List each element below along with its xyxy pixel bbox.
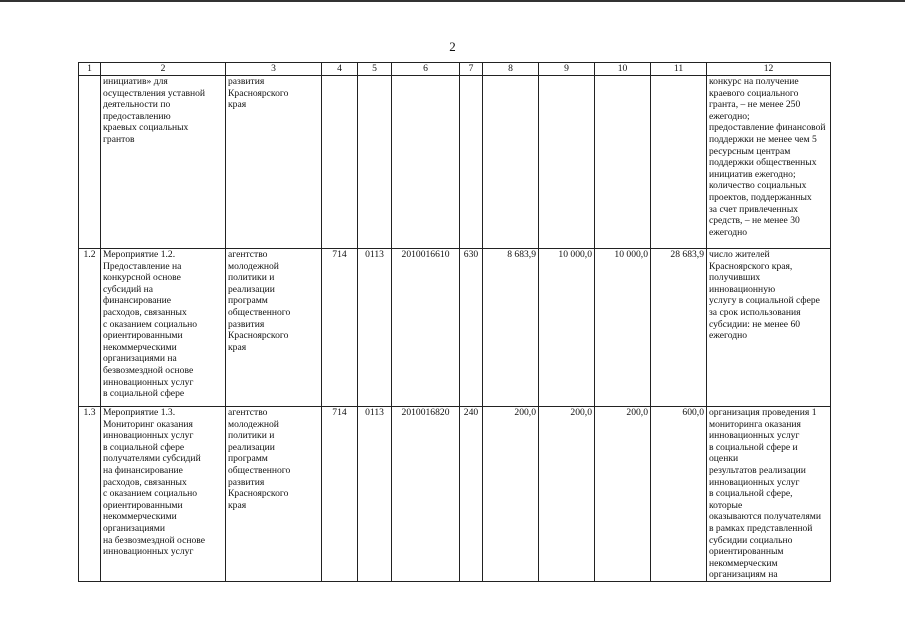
responsible-agency-cell: агентство молодежной политики и реализации программ общественного развития Красноярского края: [226, 249, 322, 407]
item-number-cell: 1.2: [79, 249, 101, 407]
page-number: 2: [449, 39, 456, 54]
program-activities-table: [78, 62, 831, 582]
activity-name-cell: Мероприятие 1.3. Мониторинг оказания инновационных услуг в социальной сфере получателями субсидий на финансирование расходов, связанных с оказанием социально ориентированными некоммерческими организациями на безвозмездной основе инновационных услуг: [101, 407, 226, 582]
expected-result-cell: конкурс на получение краевого социального гранта, – не менее 250 ежегодно; предоставление финансовой поддержки не менее чем 5 ресурсным центрам поддержки общественных инициатив ежегодно; количество социальных проектов, поддержанных за счет привлеченных средств, – не менее 30 ежегодно: [707, 76, 831, 249]
amount-cell: 200,0: [539, 407, 595, 582]
code-cell: [322, 76, 358, 249]
section-code-cell: 0113: [358, 407, 392, 582]
amount-cell: [483, 76, 539, 249]
column-header: 5: [358, 63, 392, 76]
section-code-cell: 0113: [358, 249, 392, 407]
column-header: 9: [539, 63, 595, 76]
target-code-cell: 2010016820: [392, 407, 460, 582]
amount-cell: 10 000,0: [595, 249, 651, 407]
target-code-cell: [392, 76, 460, 249]
total-amount-cell: 600,0: [651, 407, 707, 582]
activity-name-cell: инициатив» для осуществления уставной деятельности по предоставлению краевых социальных грантов: [101, 76, 226, 249]
item-number-cell: [79, 76, 101, 249]
table-row: [79, 76, 831, 249]
expense-type-cell: 240: [460, 407, 483, 582]
expected-result-cell: число жителей Красноярского края, получивших инновационную услугу в социальной сфере за срок использования субсидии: не менее 60 ежегодно: [707, 249, 831, 407]
column-header: 11: [651, 63, 707, 76]
table-row: [79, 407, 831, 582]
expense-type-cell: [460, 76, 483, 249]
column-header: 10: [595, 63, 651, 76]
column-header: 4: [322, 63, 358, 76]
column-header: 2: [101, 63, 226, 76]
amount-cell: [595, 76, 651, 249]
column-header: 3: [226, 63, 322, 76]
total-amount-cell: 28 683,9: [651, 249, 707, 407]
scan-edge-line: [0, 0, 905, 2]
responsible-agency-cell: развития Красноярского края: [226, 76, 322, 249]
item-number-cell: 1.3: [79, 407, 101, 582]
column-header: 12: [707, 63, 831, 76]
total-amount-cell: [651, 76, 707, 249]
table-row: [79, 249, 831, 407]
amount-cell: 200,0: [595, 407, 651, 582]
column-header: 1: [79, 63, 101, 76]
code-cell: 714: [322, 249, 358, 407]
column-number-row: [79, 63, 831, 76]
column-header: 7: [460, 63, 483, 76]
amount-cell: [539, 76, 595, 249]
activity-name-cell: Мероприятие 1.2. Предоставление на конкурсной основе субсидий на финансирование расходов, связанных с оказанием социально ориентированными некоммерческими организациями на безвозмездной основе инновационных услуг в социальной сфере: [101, 249, 226, 407]
column-header: 8: [483, 63, 539, 76]
target-code-cell: 2010016610: [392, 249, 460, 407]
code-cell: 714: [322, 407, 358, 582]
column-header: 6: [392, 63, 460, 76]
section-code-cell: [358, 76, 392, 249]
amount-cell: 200,0: [483, 407, 539, 582]
responsible-agency-cell: агентство молодежной политики и реализации программ общественного развития Красноярского края: [226, 407, 322, 582]
amount-cell: 10 000,0: [539, 249, 595, 407]
expense-type-cell: 630: [460, 249, 483, 407]
expected-result-cell: организация проведения 1 мониторинга оказания инновационных услуг в социальной сфере и оценки результатов реализации инновационных услуг в социальной сфере, которые оказываются получателями в рамках представленной субсидии социально ориентированным некоммерческим организациям на: [707, 407, 831, 582]
amount-cell: 8 683,9: [483, 249, 539, 407]
